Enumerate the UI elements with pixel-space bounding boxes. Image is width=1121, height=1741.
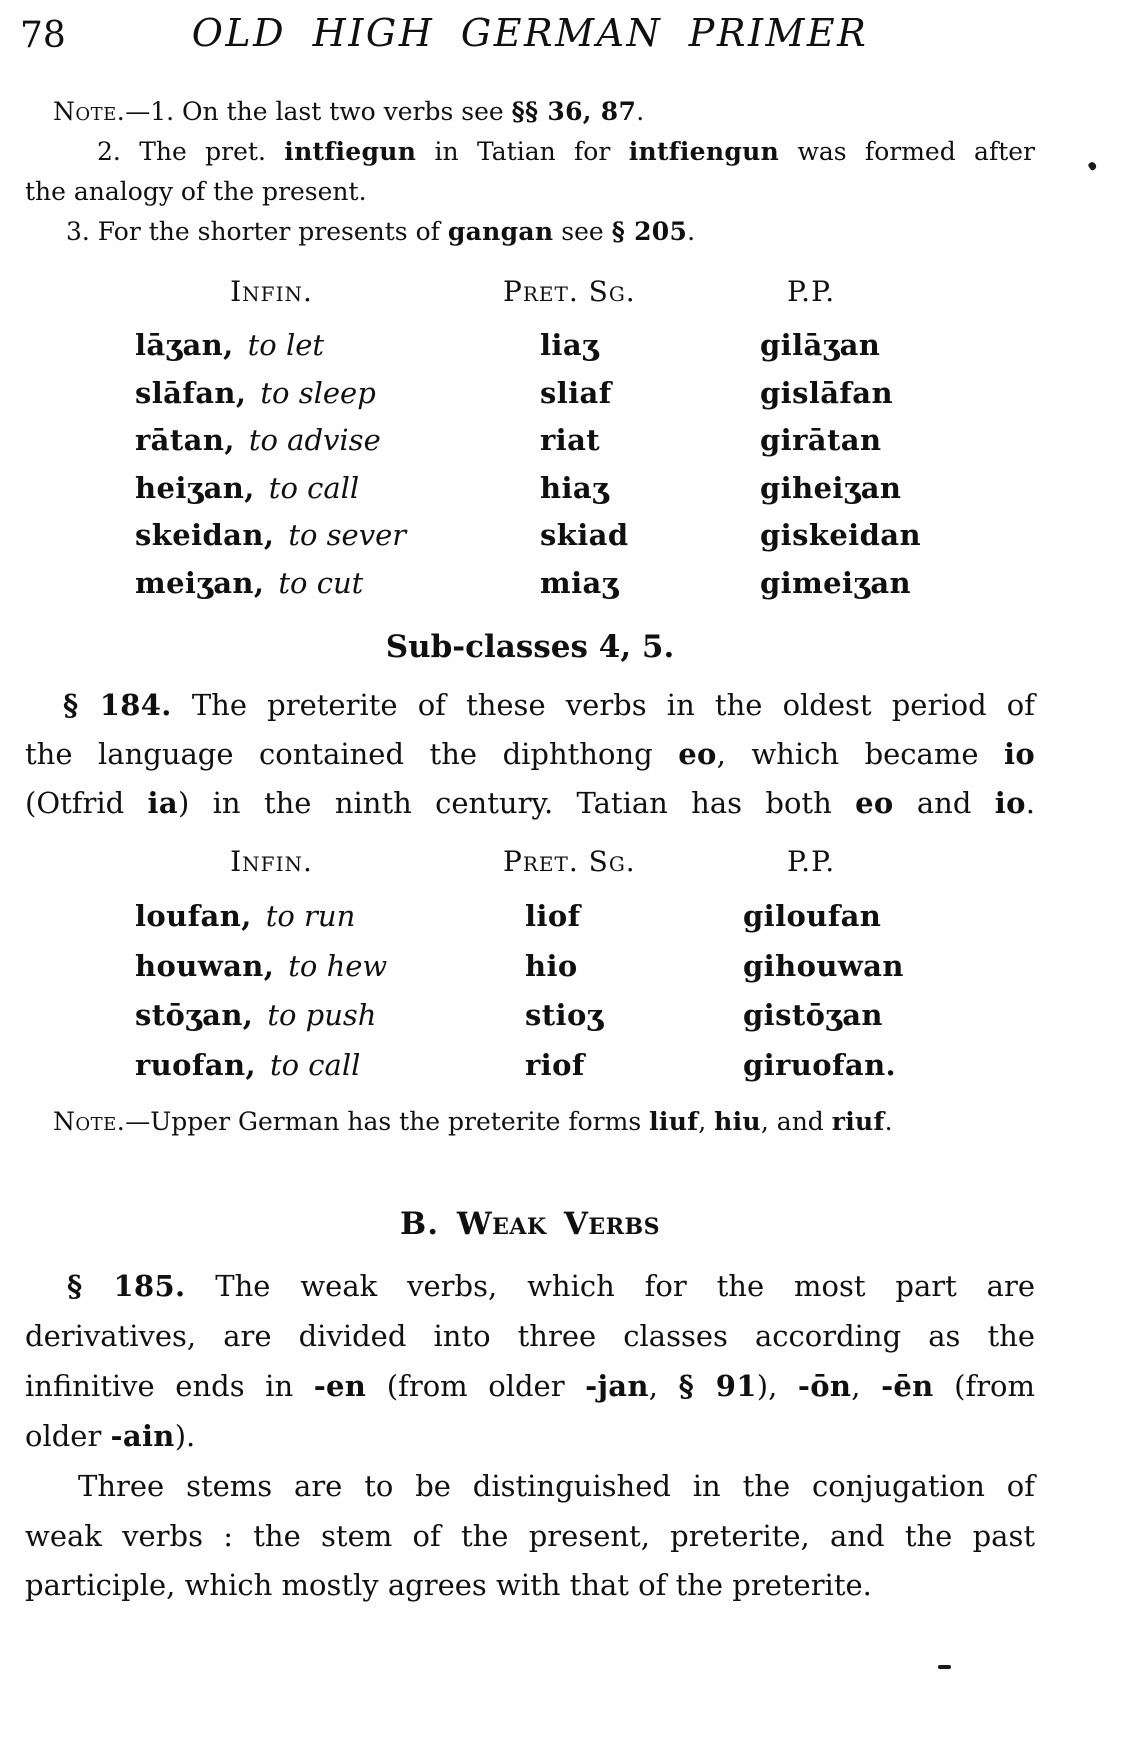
preterite-cell: stioʒ xyxy=(525,998,604,1033)
top-notes xyxy=(25,92,1035,252)
col-header-past-participle: P.P. xyxy=(787,275,836,308)
preterite-cell: riat xyxy=(540,423,601,457)
english-gloss: to run xyxy=(265,899,356,933)
ohg-word: heiʒan, xyxy=(135,470,255,505)
english-gloss: to call xyxy=(269,1048,361,1083)
preterite-cell: miaʒ xyxy=(540,565,619,600)
infinitive-cell xyxy=(135,560,503,608)
past-participle-cell: giruofan. xyxy=(743,1048,897,1083)
verb-row xyxy=(135,942,1035,992)
note-line-2b: the analogy of the present. xyxy=(25,177,367,206)
english-gloss: to advise xyxy=(248,423,381,457)
table-header-row xyxy=(135,272,1035,312)
table-body xyxy=(25,892,1035,1091)
english-gloss: to sleep xyxy=(260,375,376,410)
english-gloss: to let xyxy=(247,328,325,362)
ohg-word: stōʒan, xyxy=(135,998,254,1033)
infinitive-cell xyxy=(135,892,503,942)
paragraph-185 xyxy=(25,1261,1035,1461)
col-header-preterite: Pret. Sg. xyxy=(503,275,636,308)
preterite-cell: hio xyxy=(525,948,578,983)
table-header-row xyxy=(135,842,1035,882)
ohg-word: houwan, xyxy=(135,948,275,983)
paragraph-line: (Otfrid ia) in the ninth century. Tatian has both eo and io. xyxy=(25,786,1035,820)
col-header-infinitive: Infin. xyxy=(230,845,313,878)
running-title: OLD HIGH GERMAN PRIMER xyxy=(191,11,869,55)
infinitive-cell xyxy=(135,512,503,560)
note-line-2a: 2. The pret. intfiegun in Tatian for intfiengun was formed after xyxy=(97,137,1036,166)
preterite-cell: liaʒ xyxy=(540,328,599,362)
col-header-preterite: Pret. Sg. xyxy=(503,845,636,878)
paragraph-184 xyxy=(25,681,1035,828)
past-participle-cell: giloufan xyxy=(743,899,882,933)
ohg-word: lāʒan, xyxy=(135,328,234,362)
ink-speck xyxy=(938,1665,951,1669)
ohg-word: loufan, xyxy=(135,899,252,933)
verb-row xyxy=(135,892,1035,942)
paragraph-line: weak verbs : the stem of the present, preterite, and the past xyxy=(25,1518,1035,1553)
note-line: Note.—Upper German has the preterite forms liuf, hiu, and riuf. xyxy=(53,1107,893,1136)
past-participle-cell: giheiʒan xyxy=(760,470,902,505)
past-participle-cell: gistōʒan xyxy=(743,998,883,1033)
preterite-cell: riof xyxy=(525,1048,585,1083)
infinitive-cell xyxy=(135,417,503,465)
paragraph-line: older -ain). xyxy=(25,1419,196,1453)
col-header-infinitive: Infin. xyxy=(230,275,313,308)
verb-row xyxy=(135,417,1035,465)
weak-verbs-heading: B. Weak Verbs xyxy=(400,1206,660,1242)
verb-row xyxy=(135,322,1035,370)
ohg-word: slāfan, xyxy=(135,375,247,410)
ink-speck xyxy=(1087,161,1097,172)
past-participle-cell: gislāfan xyxy=(760,375,893,410)
page-number: 78 xyxy=(20,15,66,56)
note-line-1: Note.—1. On the last two verbs see §§ 36, 87. xyxy=(53,97,645,126)
verb-row xyxy=(135,370,1035,418)
verb-row xyxy=(135,560,1035,608)
paragraph-line: infinitive ends in -en (from older -jan, § 91), -ōn, -ēn (from xyxy=(25,1369,1036,1403)
note-line-3: 3. For the shorter presents of gangan see § 205. xyxy=(66,217,696,246)
past-participle-cell: giskeidan xyxy=(760,518,921,552)
paragraph-line: derivatives, are divided into three classes according as the xyxy=(25,1319,1035,1353)
paragraph-stems xyxy=(25,1462,1035,1611)
strong-verbs-table-2 xyxy=(25,842,1035,1091)
english-gloss: to push xyxy=(267,998,377,1033)
subclasses-heading: Sub-classes 4, 5. xyxy=(385,629,675,665)
ohg-word: rātan, xyxy=(135,423,235,457)
verb-row xyxy=(135,512,1035,560)
infinitive-cell xyxy=(135,1041,503,1091)
table-body xyxy=(25,322,1035,607)
english-gloss: to hew xyxy=(288,948,388,983)
strong-verbs-table-1 xyxy=(25,272,1035,607)
english-gloss: to call xyxy=(268,470,360,505)
paragraph-line: participle, which mostly agrees with that of the preterite. xyxy=(25,1568,872,1602)
english-gloss: to sever xyxy=(288,518,407,552)
preterite-cell: skiad xyxy=(540,518,629,552)
infinitive-cell xyxy=(135,322,503,370)
ohg-word: meiʒan, xyxy=(135,565,265,600)
infinitive-cell xyxy=(135,991,503,1041)
past-participle-cell: gihouwan xyxy=(743,948,904,983)
middle-note xyxy=(25,1102,1035,1142)
preterite-cell: sliaf xyxy=(540,375,612,410)
paragraph-line: the language contained the diphthong eo, which became io xyxy=(25,737,1035,771)
verb-row xyxy=(135,465,1035,513)
preterite-cell: liof xyxy=(525,899,581,933)
past-participle-cell: girātan xyxy=(760,423,882,457)
col-header-past-participle: P.P. xyxy=(787,845,836,878)
infinitive-cell xyxy=(135,942,503,992)
paragraph-line: § 185. The weak verbs, which for the most part are xyxy=(67,1269,1035,1303)
ohg-word: skeidan, xyxy=(135,518,275,552)
english-gloss: to cut xyxy=(278,565,364,600)
ohg-word: ruofan, xyxy=(135,1048,256,1083)
verb-row xyxy=(135,991,1035,1041)
preterite-cell: hiaʒ xyxy=(540,470,609,505)
past-participle-cell: gilāʒan xyxy=(760,328,881,362)
infinitive-cell xyxy=(135,370,503,418)
past-participle-cell: gimeiʒan xyxy=(760,565,911,600)
infinitive-cell xyxy=(135,465,503,513)
paragraph-line: § 184. The preterite of these verbs in the oldest period of xyxy=(63,688,1035,722)
paragraph-line: Three stems are to be distinguished in the conjugation of xyxy=(78,1469,1035,1503)
verb-row xyxy=(135,1041,1035,1091)
